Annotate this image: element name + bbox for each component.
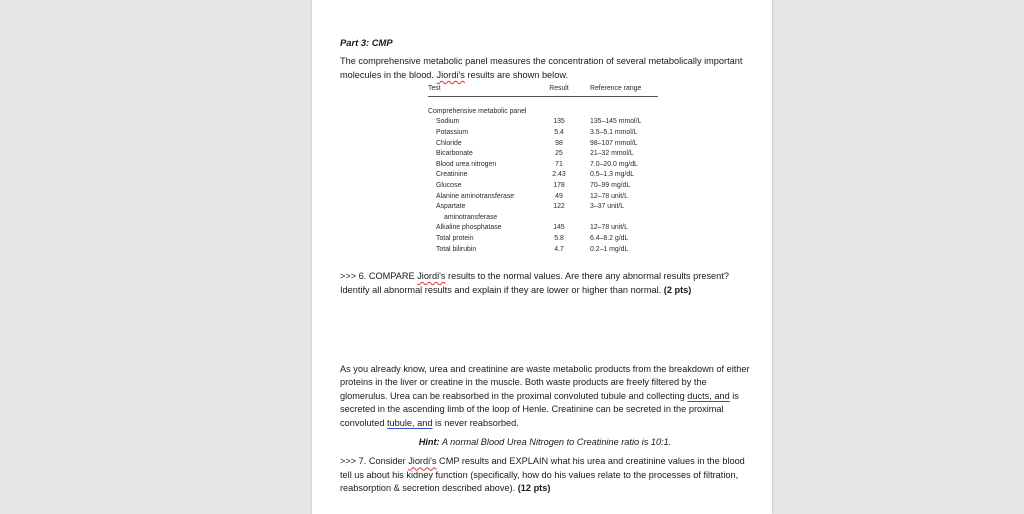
lab-test-name: Total bilirubin [436,245,477,253]
lab-test-name: Sodium [436,118,460,126]
table-row [428,192,658,203]
lab-test-name: Alanine aminotransferase [436,192,515,200]
lab-test-name: aminotransferase [444,213,498,221]
table-header [428,84,658,97]
q6-body: results to the normal values. Are there any abnormal results present? Identify all abnormal results and explain if they are lower or higher than normal. [340,271,729,295]
lab-reference-range: 12–78 unit/L [590,224,628,232]
table-row [428,149,658,160]
patient-name: Jiordi's [436,69,465,80]
lab-test-name: Creatinine [436,171,468,179]
lab-result-value [538,213,580,224]
header-range: Reference range [590,85,642,93]
lab-result-value: 145 [553,224,565,232]
lab-result-value: 2.43 [552,171,566,179]
table-row [428,181,658,192]
hint-text: A normal Blood Urea Nitrogen to Creatinine ratio is 10:1. [439,436,672,447]
q7-patient-name: Jiordi's [408,456,437,467]
lab-reference-range: 21–32 mmol/L [590,150,634,158]
question-6 [340,270,750,297]
lab-result-value: 4.7 [554,245,564,253]
lab-test-name: Glucose [436,181,462,189]
lab-reference-range: 0.5–1.3 mg/dL [590,171,635,179]
lab-reference-range: 12–78 unit/L [590,192,628,200]
para-part-1: As you already know, urea and creatinine are waste metabolic products from the breakdown of either proteins in the liver or creatine in the muscle. Both waste products are freely filtered by the glomerulus. Urea can be reabsorbed in the proximal convoluted tubule and collecting [340,363,750,401]
lab-reference-range: 98–107 mmol/L [590,139,638,147]
table-section-title: Comprehensive metabolic panel [428,107,527,115]
lab-result-value: 98 [555,139,563,147]
table-row [428,202,658,213]
question-7 [340,455,750,495]
q6-prefix: >>> 6. COMPARE [340,271,418,282]
table-row [428,128,658,139]
q7-body: CMP results and EXPLAIN what his urea and creatinine values in the blood tell us about his kidney function (specifically, how do his values relate to the processes of filtration, reabsorption & secretion described above). [340,456,745,494]
lab-reference-range: 3–37 unit/L [590,203,625,211]
lab-test-name: Alkaline phosphatase [436,224,502,232]
intro-paragraph [340,55,750,82]
document-page [312,0,772,514]
table-row [428,139,658,150]
lab-result-value: 5.8 [554,234,564,242]
lab-result-value: 122 [553,203,565,211]
lab-result-value: 71 [555,160,563,168]
header-test: Test [428,85,441,93]
lab-test-name: Total protein [436,234,474,242]
lab-reference-range: 6.4–8.2 g/dL [590,234,629,242]
lab-result-value: 5.4 [554,129,564,136]
lab-reference-range: 7.0–20.0 mg/dL [590,160,638,168]
hint-label: Hint: [418,436,440,447]
table-row [428,213,658,224]
para-underlined-1: ducts, and [687,390,730,401]
lab-reference-range: 70–99 mg/dL [590,181,631,189]
lab-results-table [428,84,658,255]
table-row [428,117,658,128]
lab-reference-range [580,213,658,224]
lab-result-value: 49 [555,192,563,200]
table-row [428,223,658,234]
para-part-2: is secreted in the ascending limb of the loop of Henle. Creatinine can be secreted in the proximal convoluted [340,390,739,428]
table-row [428,234,658,245]
lab-test-name: Potassium [436,129,469,136]
q6-points: (2 pts) [663,284,692,295]
answer-space-6[interactable] [340,297,750,363]
lab-test-name: Chloride [436,139,462,147]
lab-result-value: 25 [555,150,563,158]
para-underlined-2: tubule, and [387,417,433,428]
para-part-3: is never reabsorbed. [432,417,519,428]
table-row [428,170,658,181]
kidney-paragraph [340,363,750,430]
part-heading: Part 3: CMP [340,37,393,48]
q7-points: (12 pts) [517,483,551,494]
lab-test-name: Bicarbonate [436,150,473,158]
lab-test-name: Aspartate [436,203,466,211]
lab-reference-range: 3.5–5.1 mmol/L [590,129,638,136]
table-row [428,160,658,171]
header-result: Result [549,85,569,93]
table-row [428,245,658,256]
lab-reference-range: 135–145 mmol/L [590,118,642,126]
q7-prefix: >>> 7. Consider [340,456,409,467]
lab-result-value: 178 [553,181,565,189]
lab-result-value: 135 [553,118,565,126]
q6-patient-name: Jiordi's [417,271,446,282]
table-body [428,117,658,255]
lab-reference-range: 0.2–1 mg/dL [590,245,629,253]
lab-test-name: Blood urea nitrogen [436,160,497,168]
intro-text: The comprehensive metabolic panel measures the concentration of several metabolically important molecules in the blood. [340,56,743,80]
document-content [340,36,750,496]
intro-text-end: results are shown below. [464,69,569,80]
hint-line [340,436,750,449]
